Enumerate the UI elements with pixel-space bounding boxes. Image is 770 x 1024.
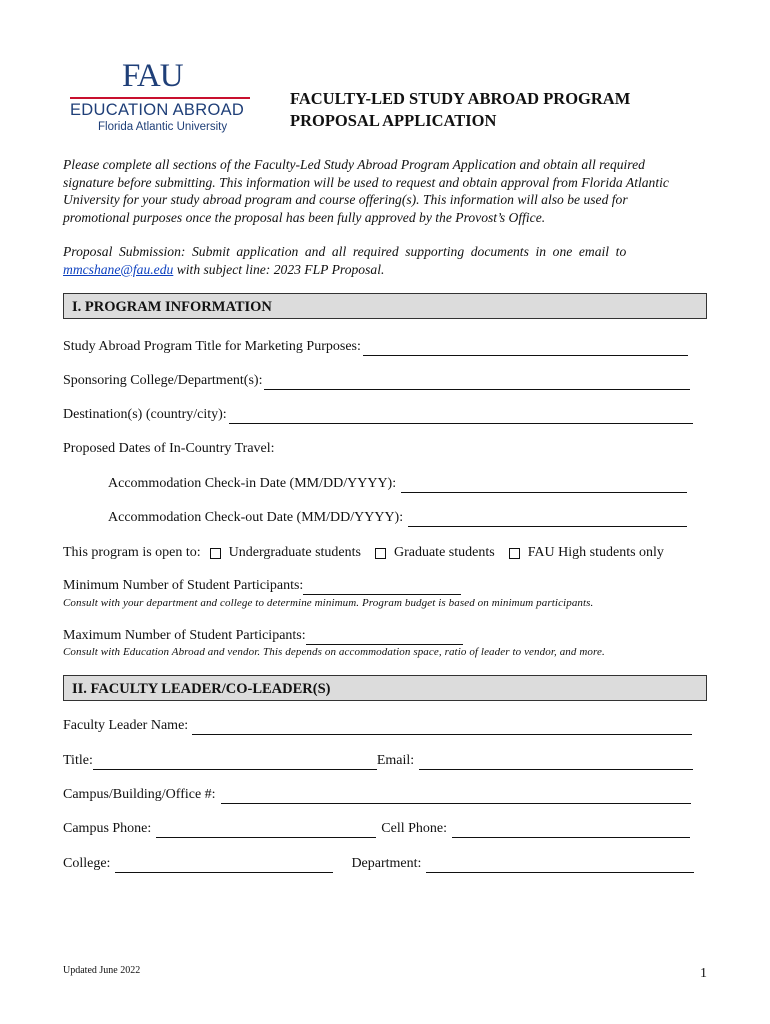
sponsor-row [63, 372, 690, 390]
undergraduate-option-label: Undergraduate students [228, 545, 361, 560]
campus-row [63, 786, 691, 804]
department-field[interactable] [426, 858, 694, 873]
destination-row [63, 406, 693, 424]
max-participants-label: Maximum Number of Student Participants: [63, 628, 306, 643]
fau-high-option-label: FAU High students only [527, 545, 664, 560]
min-participants-label: Minimum Number of Student Participants: [63, 578, 304, 593]
phone-row [63, 820, 690, 838]
sponsor-field[interactable] [264, 375, 690, 390]
campus-label: Campus/Building/Office #: [63, 787, 216, 802]
undergraduate-checkbox[interactable] [210, 548, 221, 559]
leader-email-field[interactable] [419, 755, 693, 770]
submission-line-1: Proposal Submission: Submit application and all required supporting documents in one email to [63, 244, 627, 259]
graduate-checkbox[interactable] [375, 548, 386, 559]
min-participants-field[interactable] [303, 580, 461, 595]
max-participants-field[interactable] [306, 630, 463, 645]
travel-dates-row [63, 440, 275, 458]
open-to-label: This program is open to: [63, 545, 201, 560]
cell-phone-label: Cell Phone: [381, 821, 448, 836]
document-title [290, 88, 710, 132]
min-participants-note: Consult with your department and college to determine minimum. Program budget is based on minimum participants. [63, 597, 594, 609]
campus-field[interactable] [221, 789, 691, 804]
checkout-row [108, 509, 687, 527]
cell-phone-field[interactable] [452, 823, 690, 838]
leader-name-row [63, 717, 692, 735]
page-number: 1 [700, 966, 707, 981]
college-department-row [63, 855, 694, 873]
college-label: College: [63, 856, 111, 871]
leader-title-field[interactable] [93, 755, 377, 770]
intro-line: Please complete all sections of the Faculty-Led Study Abroad Program Application and obtain all required [63, 157, 645, 172]
department-label: Department: [351, 856, 422, 871]
checkin-row [108, 475, 687, 493]
section-program-information-heading: I. PROGRAM INFORMATION [63, 293, 707, 319]
title-line-2: PROPOSAL APPLICATION [290, 111, 497, 130]
graduate-option-label: Graduate students [393, 545, 495, 560]
leader-name-field[interactable] [192, 720, 692, 735]
logo-education-abroad: EDUCATION ABROAD [70, 101, 245, 119]
max-participants-note: Consult with Education Abroad and vendor. This depends on accommodation space, ratio of leader to vendor, and more. [63, 646, 605, 658]
checkin-label: Accommodation Check-in Date (MM/DD/YYYY): [108, 476, 397, 491]
submission-subject: with subject line: 2023 FLP Proposal. [173, 261, 385, 277]
program-title-label: Study Abroad Program Title for Marketing Purposes: [63, 339, 361, 354]
logo-university-name: Florida Atlantic University [98, 121, 228, 133]
program-title-field[interactable] [363, 341, 688, 356]
title-email-row [63, 752, 693, 770]
intro-paragraph [63, 156, 707, 226]
checkout-label: Accommodation Check-out Date (MM/DD/YYYY): [108, 510, 404, 525]
intro-line: University for your study abroad program and course offering(s). This information will also be used for [63, 192, 628, 207]
leader-title-label: Title: [63, 753, 93, 768]
program-title-row [63, 338, 688, 356]
submission-line-2 [63, 261, 707, 279]
fau-high-checkbox[interactable] [509, 548, 520, 559]
section-faculty-leader-heading: II. FACULTY LEADER/CO-LEADER(S) [63, 675, 707, 701]
min-participants-row [63, 577, 461, 595]
intro-line: promotional purposes once the proposal has been fully approved by the Provost’s Office. [63, 209, 546, 225]
campus-phone-field[interactable] [156, 823, 376, 838]
max-participants-row [63, 627, 463, 645]
checkout-date-field[interactable] [408, 512, 687, 527]
leader-email-label: Email: [376, 753, 415, 768]
updated-date: Updated June 2022 [63, 965, 141, 976]
submission-paragraph [63, 243, 707, 278]
checkin-date-field[interactable] [401, 478, 687, 493]
submission-email-link[interactable]: mmcshane@fau.edu [63, 261, 174, 277]
sponsor-label: Sponsoring College/Department(s): [63, 373, 263, 388]
destination-label: Destination(s) (country/city): [63, 407, 227, 422]
college-field[interactable] [115, 858, 333, 873]
logo-divider [70, 97, 250, 99]
eligibility-row [63, 544, 664, 562]
travel-dates-label: Proposed Dates of In-Country Travel: [63, 441, 275, 456]
leader-name-label: Faculty Leader Name: [63, 718, 189, 733]
intro-line: signature before submitting. This information will be used to request and obtain approval from Florida Atlantic [63, 174, 669, 190]
campus-phone-label: Campus Phone: [63, 821, 152, 836]
logo-mark: FAU [122, 58, 183, 94]
title-line-1: FACULTY-LED STUDY ABROAD PROGRAM [290, 89, 631, 108]
destination-field[interactable] [229, 409, 693, 424]
